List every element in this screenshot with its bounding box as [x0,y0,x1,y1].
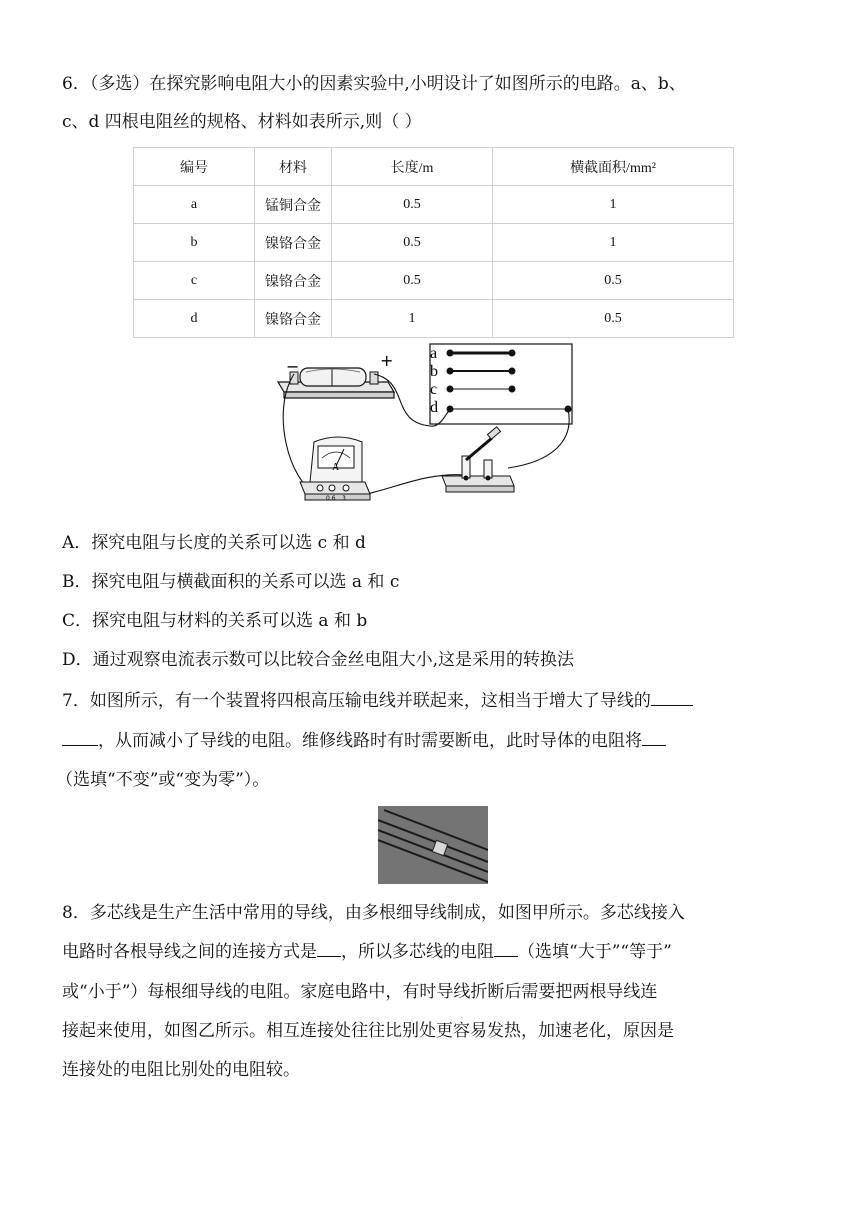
q7-text: 7．如图所示，有一个装置将四根高压输电线并联起来，这相当于增大了导线的 [62,691,651,711]
table-cell: 镍铬合金 [255,262,332,300]
table-cell: b [134,224,255,262]
knife-switch-icon [442,427,514,492]
q8-text: 电路时各根导线之间的连接方式是 [62,942,317,962]
table-cell: 1 [332,300,493,338]
answer-blank[interactable] [494,940,518,957]
table-cell: 0.5 [332,262,493,300]
minus-sign: − [286,357,300,376]
answer-blank[interactable] [317,940,341,957]
table-header-cell: 材料 [255,148,332,186]
q8-text: ，所以多芯线的电阻 [341,942,494,962]
table-header-cell: 横截面积/mm² [493,148,734,186]
table-row [134,224,734,262]
table-cell: 0.5 [493,300,734,338]
q6-option-d: D．通过观察电流表示数可以比较合金丝电阻大小,这是采用的转换法 [62,650,575,670]
table-header-cell: 编号 [134,148,255,186]
table-cell: 0.5 [332,224,493,262]
q7-stem-line3: （选填“不变”或“变为零”）。 [56,770,270,790]
table-cell: 0.5 [493,262,734,300]
ammeter-letter: A [332,462,340,473]
plus-sign: + [380,351,394,370]
wire-label-b: b [430,363,438,380]
table-cell: a [134,186,255,224]
table-row [134,262,734,300]
table-row [134,300,734,338]
table-header-cell: 长度/m [332,148,493,186]
q6-stem-line1: 6．（多选）在探究影响电阻大小的因素实验中,小明设计了如图所示的电路。a、b、 [62,74,686,94]
q7-stem-line2 [62,729,666,753]
wire-label-d: d [430,399,438,416]
answer-blank[interactable] [651,689,693,706]
table-cell: d [134,300,255,338]
q8-stem-line4: 接起来使用，如图乙所示。相互连接处往往比别处更容易发热，加速老化，原因是 [62,1021,674,1041]
table-header-row [134,148,734,186]
resistance-wire-table [133,147,734,338]
power-line-spacer-photo [378,806,488,884]
q8-stem-line3: 或“小于”）每根细导线的电阻。家庭电路中，有时导线折断后需要把两根导线连 [62,982,658,1002]
q6-stem-line2: c、d 四根电阻丝的规格、材料如表所示,则（ ） [62,112,422,132]
table-cell: 镍铬合金 [255,224,332,262]
table-row [134,186,734,224]
q7-stem-line1 [62,689,693,713]
ammeter-terminal-label: 0.6 [326,495,336,502]
answer-blank[interactable] [62,729,98,746]
table-cell: 1 [493,186,734,224]
answer-blank[interactable] [642,729,666,746]
q8-stem-line5: 连接处的电阻比别处的电阻较。 [62,1060,300,1080]
wire-label-a: a [430,345,438,362]
q6-option-b: B．探究电阻与横截面积的关系可以选 a 和 c [62,572,400,592]
q8-text: （选填“大于”“等于” [518,942,672,962]
table-cell: 1 [493,224,734,262]
table-cell: c [134,262,255,300]
wire-label-c: c [430,381,438,398]
table-cell: 锰铜合金 [255,186,332,224]
q8-stem-line1: 8．多芯线是生产生活中常用的导线，由多根细导线制成，如图甲所示。多芯线接入 [62,903,685,923]
q8-stem-line2 [62,940,672,964]
q7-text: ，从而减小了导线的电阻。维修线路时有时需要断电，此时导体的电阻将 [98,731,642,751]
ammeter-terminal-label: 3 [342,495,346,502]
circuit-diagram [270,342,580,514]
q6-option-c: C．探究电阻与材料的关系可以选 a 和 b [62,611,368,631]
q6-option-a: A．探究电阻与长度的关系可以选 c 和 d [62,533,366,553]
table-cell: 0.5 [332,186,493,224]
table-cell: 镍铬合金 [255,300,332,338]
